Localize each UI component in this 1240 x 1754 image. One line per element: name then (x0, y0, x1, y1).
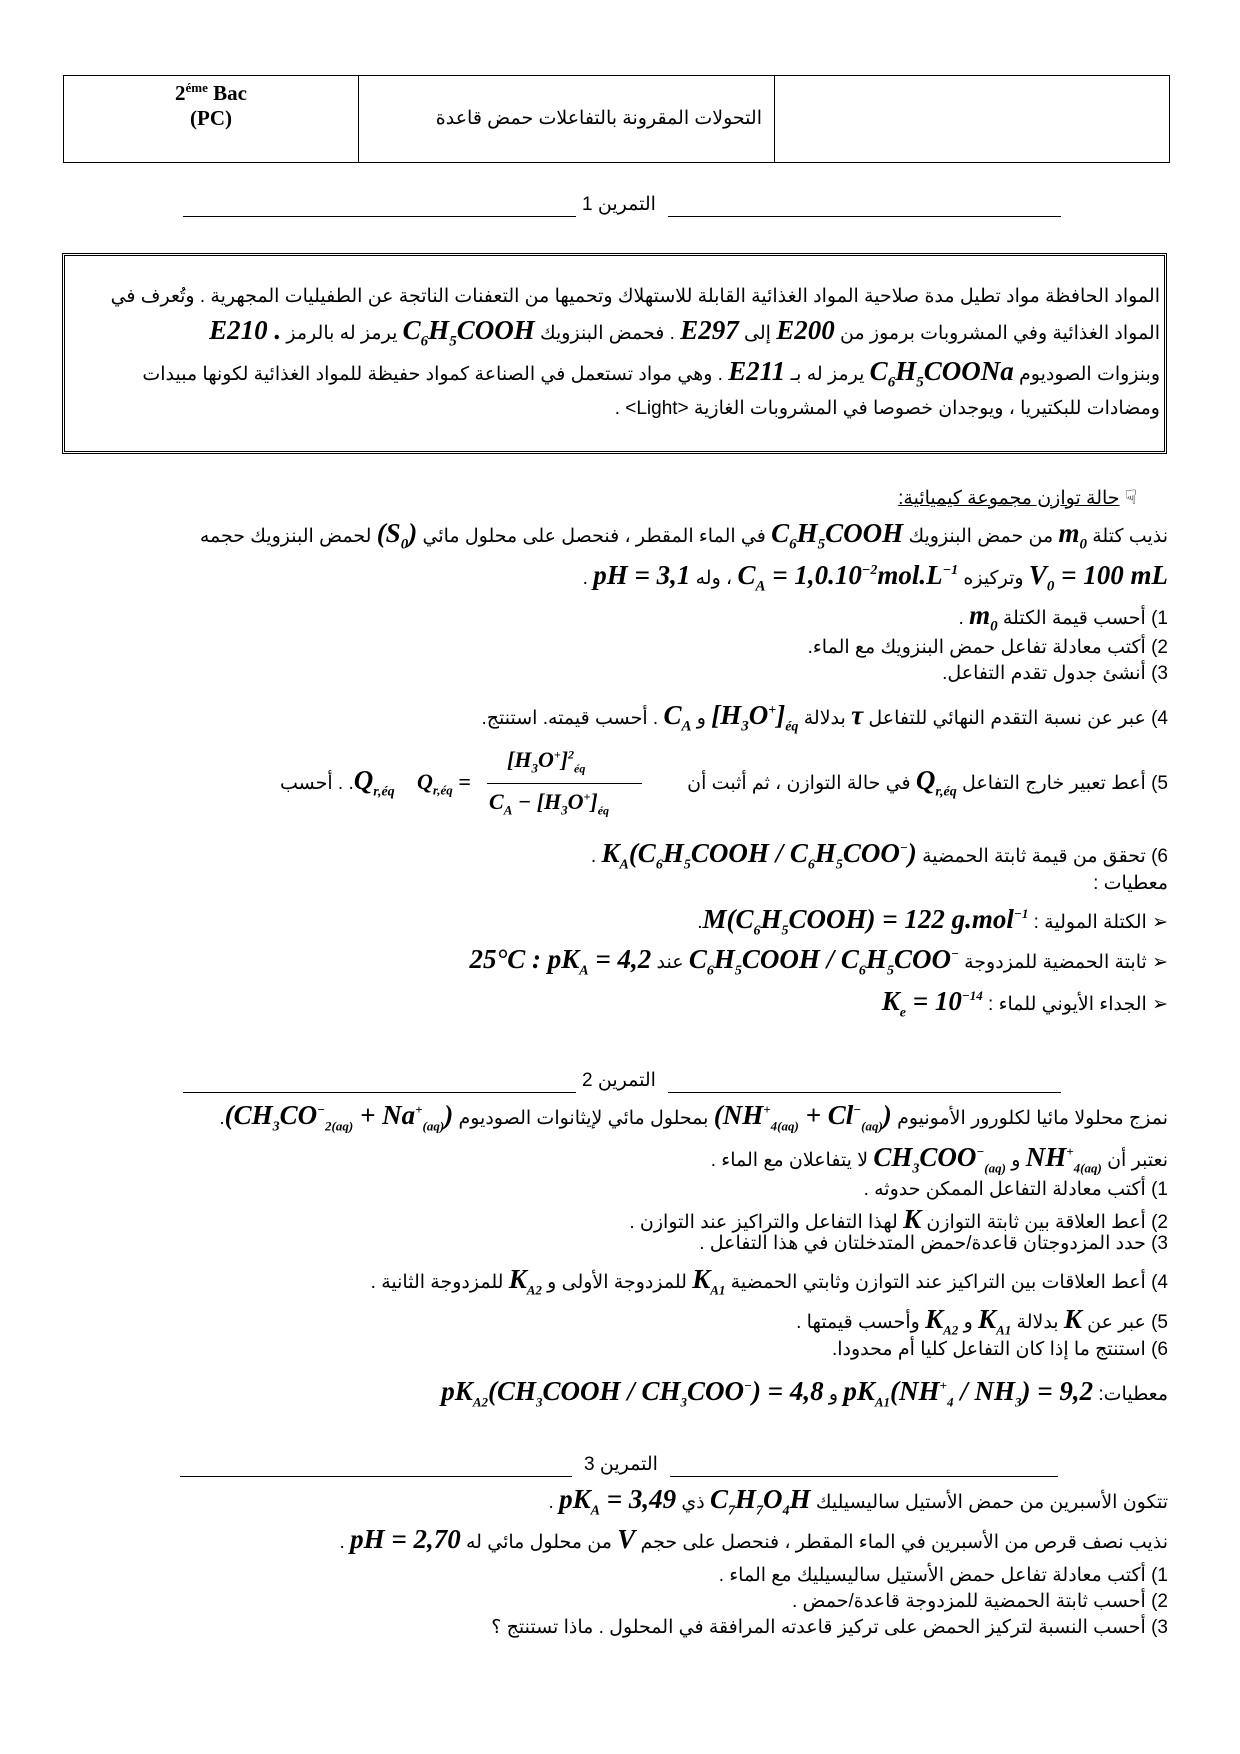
ex1-q3: 3) أنشئ جدول تقدم التفاعل. (942, 663, 1168, 684)
ex3-q2: 2) أحسب ثابتة الحمضية للمزدوجة قاعدة/حمض . (791, 1591, 1168, 1612)
ex1-given-label: معطيات : (1093, 873, 1168, 894)
intro-line-3: وبنزوات الصوديوم $C_6H_5COONa$ يرمز له بـ E211 . وهي مواد تستعمل في الصناعة كمواد حفيظة للمواد الغذائية لكونها مبيدات (142, 356, 1160, 391)
intro-line-2: المواد الغذائية وفي المشروبات برموز من E200 إلى E297 . فحمض البنزويك $C_6H_5COOH$ يرمز له بالرمز E210 . (209, 315, 1160, 350)
arrowhead-bullet-icon: ➢ (1152, 994, 1168, 1015)
ex1-given-2: ➢ ثابتة الحمضية للمزدوجة $C_6H_5COOH / C_6H_5COO^-$ عند 25°C : $pK_A = 4,2$ (469, 944, 1168, 979)
level-sup: éme (185, 80, 208, 95)
intro-box (62, 253, 1167, 454)
benzoic-acid-formula: $C_6H_5COOH$ (402, 315, 535, 350)
ex1-given-1: ➢ الكتلة المولية : $M(C_6H_5COOH) = 122$ g.mol$^{-1}$. (697, 904, 1168, 939)
ex3-q3: 3) أحسب النسبة لتركيز الحمض على تركيز قاعدته المرافقة في المحلول . ماذا تستنتج ؟ (491, 1617, 1168, 1638)
ex3-line-2: نذيب نصف قرص من الأسبرين في الماء المقطر ، فنحصل على حجم V من محلول مائي له pH = 2,70 . (339, 1524, 1168, 1554)
track-label: (PC) (190, 106, 232, 130)
ex2-line-1: نمزج محلولا مائيا لكلورور الأمونيوم $(NH^+_{4(aq)} + Cl^-_{(aq)})$ بمحلول مائي لإيثانوات الصوديوم $(CH_3CO^-_{2(aq)} + Na^+_{(aq)})$. (219, 1100, 1168, 1135)
ex1-paragraph-line-2: $V_0 = 100$ mL وتركيزه $C_A = 1,0.10^{-2}mol.L^{-1}$ ، وله pH = 3,1 . (582, 560, 1168, 595)
ex1-title-line-right (668, 216, 1061, 217)
arrowhead-bullet-icon: ➢ (1152, 952, 1168, 973)
ex2-q2: 2) أعط العلاقة بين ثابتة التوازن K لهذا التفاعل والتراكيز عند التوازن . (629, 1204, 1168, 1234)
ex2-q3: 3) حدد المزدوجتان قاعدة/حمض المتدخلتان في هذا التفاعل . (699, 1233, 1168, 1254)
ex2-title-line-left (183, 1092, 576, 1093)
ex2-title: التمرين 2 (582, 1070, 656, 1091)
header-table (63, 75, 1170, 163)
ex3-title: التمرين 3 (584, 1454, 658, 1475)
ex1-title: التمرين 1 (582, 194, 656, 215)
ex1-given-3: ➢ الجداء الأيوني للماء : $K_e = 10^{-14}$ (881, 986, 1168, 1021)
ex2-q5: 5) عبر عن K بدلالة $K_{A1}$ و $K_{A2}$ وأحسب قيمتها . (796, 1304, 1168, 1338)
ex2-title-line-right (668, 1092, 1061, 1093)
ex1-q1: 1) أحسب قيمة الكتلة $m_0$ . (958, 600, 1168, 635)
title-cell (359, 76, 775, 162)
ex1-q4: 4) عبر عن نسبة التقدم النهائي للتفاعل τ بدلالة $[H_3O^+]_{éq}$ و $C_A$ . أحسب قيمته. استنتج. (481, 700, 1168, 735)
ex3-line-1: تتكون الأسبرين من حمض الأستيل ساليسيليك $C_7H_7O_4H$ ذي $pK_A = 3,49$ . (548, 1484, 1168, 1519)
ex1-q5: 5) أعط تعبير خارج التفاعل $Q_{r,éq}$ في حالة التوازن ، ثم أثبت أن (687, 765, 1168, 800)
ex2-q6: 6) استنتج ما إذا كان التفاعل كليا أم محدودا. (831, 1339, 1168, 1360)
ex2-line-2: نعتبر أن $NH^+_{4(aq)}$ و $CH_3COO^-_{(aq)}$ لا يتفاعلان مع الماء . (710, 1142, 1168, 1177)
sodium-benzoate-formula: $C_6H_5COONa$ (869, 356, 1014, 391)
lesson-title: التحولات المقرونة بالتفاعلات حمض قاعدة (435, 108, 762, 129)
intro-line-4: ومضادات للبكتيريا ، ويوجدان خصوصا في المشروبات الغازية <Light> . (614, 398, 1160, 419)
level-cell (64, 76, 359, 162)
ex1-q6: 6) تحقق من قيمة ثابتة الحمضية $K_A(C_6H_5COOH / C_6H_5COO^-)$ . (590, 838, 1168, 873)
intro-line-1: المواد الحافظة مواد تطيل مدة صلاحية المواد الغذائية القابلة للاستهلاك وتحميها من التعفنات الناتجة عن الطفيليات المجهرية . وتُعرف في (110, 286, 1160, 307)
ex1-q2: 2) أكتب معادلة تفاعل حمض البنزويك مع الماء. (807, 637, 1168, 658)
ex1-paragraph-line-1: نذيب كتلة $m_0$ من حمض البنزويك $C_6H_5COOH$ في الماء المقطر ، فنحصل على محلول مائي $(S_0)$ لحمض البنزويك حجمه (199, 518, 1168, 553)
empty-cell (774, 76, 1169, 162)
level-word: Bac (213, 81, 247, 105)
pointing-hand-icon: ☟ (1124, 487, 1137, 509)
ex3-title-line-left (180, 1476, 572, 1477)
ex2-given: معطيات: $pK_{A1}(NH^+_4 / NH_3) = 9,2$ و $pK_{A2}(CH_3COOH / CH_3COO^-) = 4,8$ (441, 1376, 1168, 1410)
ex1-title-line-left (183, 216, 576, 217)
section-heading: ☟ حالة توازن مجموعة كيميائية: (898, 487, 1137, 509)
ex3-title-line-right (670, 1476, 1058, 1477)
ex3-q1: 1) أكتب معادلة تفاعل حمض الأستيل ساليسيليك مع الماء . (718, 1565, 1168, 1586)
ex2-q1: 1) أكتب معادلة التفاعل الممكن حدوثه . (863, 1179, 1168, 1200)
ex2-q4: 4) أعط العلاقات بين التراكيز عند التوازن وثابتي الحمضية $K_{A1}$ للمزدوجة الأولى و $K_{A2}$ للمزدوجة الثانية . (370, 1264, 1168, 1298)
ex1-q5-tail: $Q_{r,éq}$. . أحسب (280, 765, 395, 800)
arrowhead-bullet-icon: ➢ (1152, 912, 1168, 933)
level-number: 2 (175, 81, 186, 105)
q5-fraction: $Q_{r,éq}$ = $[H_3O^+]^2_{éq}$ $C_A - [H_3O^+]_{éq}$ (417, 747, 647, 827)
